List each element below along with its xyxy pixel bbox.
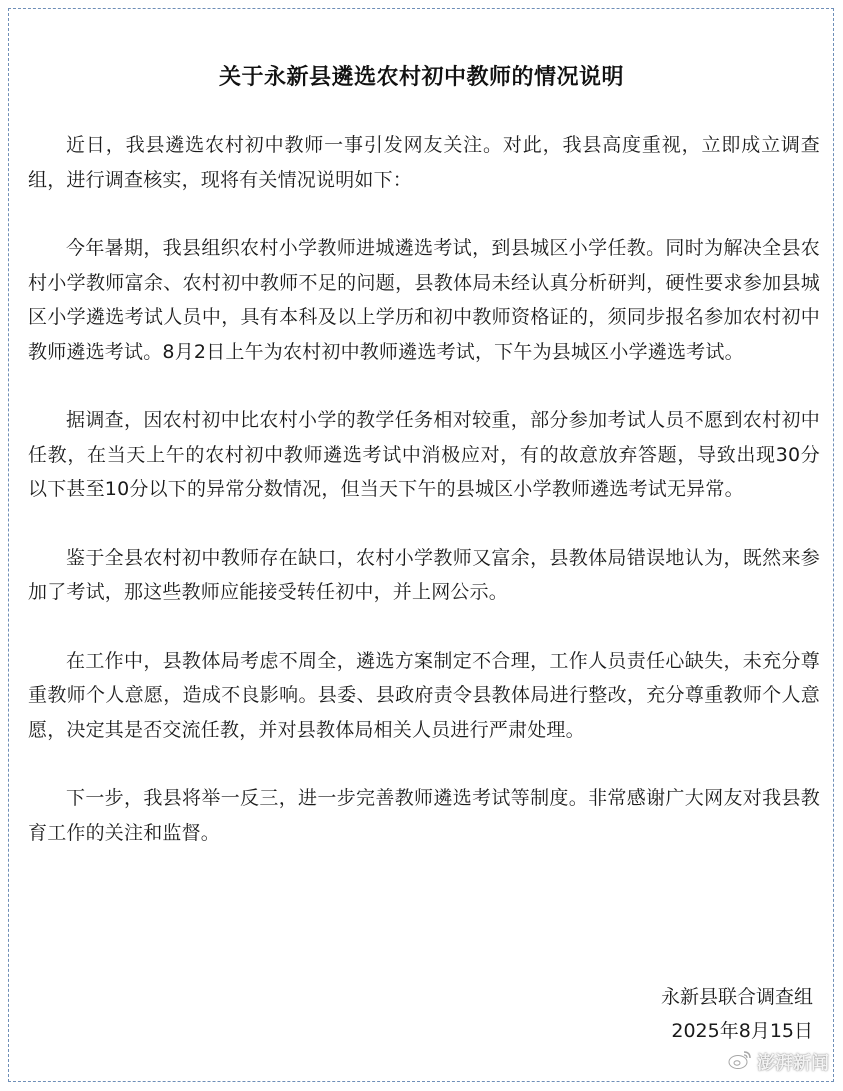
signature-date: 2025年8月15日 — [671, 1020, 813, 1042]
paragraph-background: 今年暑期，我县组织农村小学教师进城遴选考试，到县城区小学任教。同时为解决全县农村小学教师富余、农村初中教师不足的问题，县教体局未经认真分析研判，硬性要求参加县城区小学遴选考试人员中，具有本科及以上学历和初中教师资格证的，须同步报名参加农村初中教师遴选考试。8月2日上午为农村初中教师遴选考试，下午为县城区小学遴选考试。 — [28, 237, 820, 363]
watermark — [727, 1048, 829, 1075]
weibo-icon — [727, 1048, 753, 1075]
paragraph-next-steps: 下一步，我县将举一反三，进一步完善教师遴选考试等制度。非常感谢广大网友对我县教育工作的关注和监督。 — [28, 787, 820, 844]
signature-organization: 永新县联合调查组 — [660, 986, 813, 1008]
paragraph-investigation: 据调查，因农村初中比农村小学的教学任务相对较重，部分参加考试人员不愿到农村初中任教，在当天上午的农村初中教师遴选考试中消极应对，有的故意放弃答题，导致出现30分以下甚至10分以下的异常分数情况，但当天下午的县城区小学教师遴选考试无异常。 — [28, 409, 820, 500]
document-title: 关于永新县遴选农村初中教师的情况说明 — [218, 65, 624, 90]
paragraph-intro: 近日，我县遴选农村初中教师一事引发网友关注。对此，我县高度重视，立即成立调查组，进行调查核实，现将有关情况说明如下： — [28, 134, 820, 191]
paragraph-reasoning: 鉴于全县农村初中教师存在缺口，农村小学教师又富余，县教体局错误地认为，既然来参加了考试，那这些教师应能接受转任初中，并上网公示。 — [28, 546, 820, 603]
signature-block — [661, 980, 813, 1048]
watermark-text: 澎湃新闻 — [757, 1052, 829, 1074]
document-body — [28, 128, 820, 884]
paragraph-remediation: 在工作中，县教体局考虑不周全，遴选方案制定不合理，工作人员责任心缺失，未充分尊重教师个人意愿，造成不良影响。县委、县政府责令县教体局进行整改，充分尊重教师个人意愿，决定其是否交流任教，并对县教体局相关人员进行严肃处理。 — [28, 649, 820, 741]
